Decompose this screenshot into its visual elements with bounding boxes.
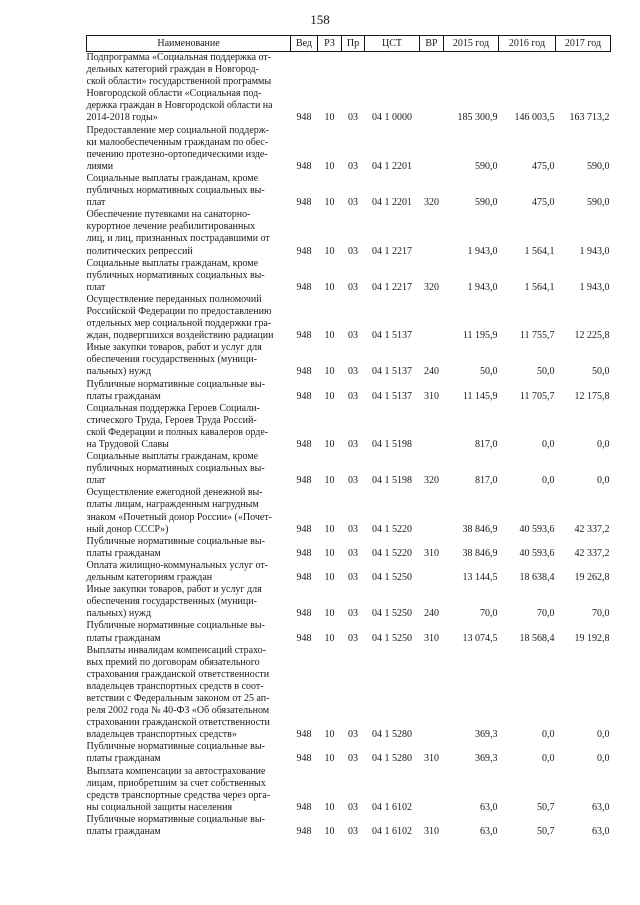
cell-vr: 310 <box>424 753 439 765</box>
cell-ved: 948 <box>296 632 312 644</box>
cell-vr <box>420 209 444 257</box>
header-name: Наименование <box>87 36 291 52</box>
cell-ved: 948 <box>296 112 312 124</box>
cell-2015: 63,0 <box>480 826 498 837</box>
cell-vr <box>420 487 444 535</box>
cell-pr: 03 <box>348 330 358 342</box>
cell-2017: 63,0 <box>592 826 610 837</box>
cell-vr <box>420 294 444 342</box>
cell-name: Осуществление ежегодной денежной вы- платы лицам, награжденным нагрудным знаком «Почетный донор России» («Почет- ный донор СССР») <box>86 487 272 535</box>
cell-cst: 04 1 6102 <box>372 801 412 813</box>
cell-vr <box>420 560 444 584</box>
cell-cst: 04 1 5220 <box>372 523 412 535</box>
cell-2015: 11 195,9 <box>462 330 498 342</box>
cell-pr: 03 <box>348 572 358 584</box>
cell-name: Публичные нормативные социальные вы- платы гражданам <box>86 813 265 837</box>
cell-ved: 948 <box>296 523 312 535</box>
cell-cst: 04 1 6102 <box>372 826 412 837</box>
cell-2017: 50,0 <box>592 366 610 378</box>
cell-2016: 1 564,1 <box>524 245 555 257</box>
table-row <box>87 294 611 342</box>
cell-pr: 03 <box>348 523 358 535</box>
cell-ved: 948 <box>296 281 312 293</box>
cell-rz: 10 <box>324 112 335 124</box>
cell-2017: 42 337,2 <box>574 547 610 559</box>
page-number: 158 <box>310 12 330 27</box>
cell-2016: 0,0 <box>542 729 555 741</box>
cell-cst: 04 1 2217 <box>372 281 412 293</box>
cell-2016: 146 003,5 <box>514 112 555 124</box>
cell-ved: 948 <box>296 801 312 813</box>
cell-2015: 369,3 <box>475 729 498 741</box>
cell-ved: 948 <box>296 197 312 209</box>
cell-2016: 18 568,4 <box>519 632 555 644</box>
cell-2015: 817,0 <box>475 439 498 450</box>
table-row <box>87 451 611 487</box>
cell-2017: 19 192,8 <box>574 632 610 644</box>
cell-2016: 11 705,7 <box>519 390 555 402</box>
cell-rz: 10 <box>324 572 335 584</box>
cell-ved: 948 <box>296 475 312 487</box>
table-row <box>87 814 611 838</box>
cell-pr: 03 <box>348 112 358 124</box>
cell-2016: 475,0 <box>532 197 555 209</box>
cell-vr <box>420 403 444 451</box>
cell-2015: 38 846,9 <box>462 547 498 559</box>
cell-2017: 42 337,2 <box>574 523 610 535</box>
cell-rz: 10 <box>324 197 335 209</box>
cell-2017: 0,0 <box>597 475 610 487</box>
cell-2017: 163 713,2 <box>569 112 610 124</box>
cell-2016: 1 564,1 <box>524 281 555 293</box>
cell-2015: 1 943,0 <box>467 245 498 257</box>
cell-rz: 10 <box>324 281 335 293</box>
cell-pr: 03 <box>348 281 358 293</box>
table-row <box>87 258 611 294</box>
cell-rz: 10 <box>324 826 335 837</box>
cell-name: Обеспечение путевками на санаторно- курортное лечение реабилитированных лиц, и лиц, признанных пострадавшими от политических репрессий <box>86 209 270 257</box>
header-cst: ЦСТ <box>365 36 420 52</box>
cell-ved: 948 <box>296 729 312 741</box>
header-2015: 2015 год <box>444 36 499 52</box>
table-row <box>87 379 611 403</box>
cell-ved: 948 <box>296 572 312 584</box>
table-row <box>87 766 611 814</box>
cell-name: Выплаты инвалидам компенсаций страхо- вых премий по договорам обязательного страхования гражданской ответственности владельцев транспортных средств в соот- ветствии с Федеральным законом от 25 ап- реля 2002 года № 40-ФЗ «Об обязательном страховании гражданской ответственности владельцев транспортных средств» <box>86 644 270 741</box>
cell-name: Предоставление мер социальной поддерж- ки малообеспеченным гражданам по обес- печению протезно-ортопедическими изде- лиями <box>86 124 269 172</box>
header-2017: 2017 год <box>556 36 611 52</box>
cell-vr: 320 <box>424 281 439 293</box>
table-row <box>87 125 611 173</box>
cell-rz: 10 <box>324 366 335 378</box>
cell-cst: 04 1 2201 <box>372 197 412 209</box>
cell-name: Иные закупки товаров, работ и услуг для обеспечения государственных (муници- пальных) нужд <box>86 584 262 620</box>
cell-ved: 948 <box>296 753 312 765</box>
cell-cst: 04 1 5137 <box>372 330 412 342</box>
cell-2016: 475,0 <box>532 160 555 172</box>
cell-cst: 04 1 5250 <box>372 632 412 644</box>
cell-2016: 11 755,7 <box>519 330 555 342</box>
table-row <box>87 209 611 257</box>
cell-pr: 03 <box>348 245 358 257</box>
cell-2017: 590,0 <box>587 160 610 172</box>
cell-2017: 12 175,8 <box>574 390 610 402</box>
cell-2015: 369,3 <box>475 753 498 765</box>
table-row <box>87 645 611 742</box>
cell-2015: 590,0 <box>475 197 498 209</box>
cell-rz: 10 <box>324 475 335 487</box>
cell-2017: 70,0 <box>592 608 610 620</box>
cell-rz: 10 <box>324 390 335 402</box>
cell-vr <box>420 52 444 125</box>
cell-rz: 10 <box>324 245 335 257</box>
cell-name: Социальные выплаты гражданам, кроме публичных нормативных социальных вы- плат <box>86 257 265 293</box>
cell-pr: 03 <box>348 729 358 741</box>
cell-vr <box>420 645 444 742</box>
cell-2016: 40 593,6 <box>519 547 555 559</box>
cell-2015: 13 074,5 <box>462 632 498 644</box>
cell-cst: 04 1 0000 <box>372 112 412 124</box>
cell-vr: 310 <box>424 547 439 559</box>
cell-2017: 0,0 <box>597 439 610 450</box>
cell-pr: 03 <box>348 753 358 765</box>
cell-rz: 10 <box>324 753 335 765</box>
cell-name: Публичные нормативные социальные вы- платы гражданам <box>86 535 265 559</box>
cell-rz: 10 <box>324 330 335 342</box>
cell-2016: 0,0 <box>542 753 555 765</box>
cell-2016: 0,0 <box>542 439 555 450</box>
cell-2016: 50,0 <box>537 366 555 378</box>
cell-2015: 70,0 <box>480 608 498 620</box>
cell-cst: 04 1 5280 <box>372 753 412 765</box>
cell-pr: 03 <box>348 366 358 378</box>
header-vr: ВР <box>420 36 444 52</box>
cell-vr <box>420 125 444 173</box>
cell-ved: 948 <box>296 160 312 172</box>
table-row <box>87 741 611 765</box>
table-row <box>87 173 611 209</box>
cell-2016: 70,0 <box>537 608 555 620</box>
cell-name: Иные закупки товаров, работ и услуг для обеспечения государственных (муници- пальных) нужд <box>86 342 262 378</box>
cell-name: Публичные нормативные социальные вы- платы гражданам <box>86 620 265 644</box>
table-row <box>87 342 611 378</box>
cell-2016: 0,0 <box>542 475 555 487</box>
cell-cst: 04 1 5137 <box>372 390 412 402</box>
cell-2015: 63,0 <box>480 801 498 813</box>
cell-2017: 12 225,8 <box>574 330 610 342</box>
table-row <box>87 487 611 535</box>
cell-cst: 04 1 5250 <box>372 608 412 620</box>
table-row <box>87 620 611 644</box>
cell-2015: 1 943,0 <box>467 281 498 293</box>
cell-pr: 03 <box>348 390 358 402</box>
cell-2016: 18 638,4 <box>519 572 555 584</box>
cell-vr: 320 <box>424 475 439 487</box>
cell-rz: 10 <box>324 608 335 620</box>
cell-pr: 03 <box>348 608 358 620</box>
cell-name: Социальная поддержка Героев Социали- стического Труда, Героев Труда Россий- ской Федерации и полных кавалеров орде- на Трудовой Славы <box>86 402 269 450</box>
cell-2017: 0,0 <box>597 729 610 741</box>
cell-2017: 1 943,0 <box>579 245 610 257</box>
table-header-row <box>87 36 611 52</box>
cell-cst: 04 1 5137 <box>372 366 412 378</box>
cell-2015: 13 144,5 <box>462 572 498 584</box>
cell-2017: 19 262,8 <box>574 572 610 584</box>
cell-rz: 10 <box>324 632 335 644</box>
cell-2015: 590,0 <box>475 160 498 172</box>
header-rz: РЗ <box>318 36 342 52</box>
table-row <box>87 536 611 560</box>
cell-vr: 310 <box>424 632 439 644</box>
cell-cst: 04 1 5198 <box>372 475 412 487</box>
cell-2017: 590,0 <box>587 197 610 209</box>
cell-2016: 40 593,6 <box>519 523 555 535</box>
cell-rz: 10 <box>324 729 335 741</box>
cell-cst: 04 1 5250 <box>372 572 412 584</box>
cell-rz: 10 <box>324 801 335 813</box>
budget-table <box>86 35 611 838</box>
cell-pr: 03 <box>348 197 358 209</box>
cell-rz: 10 <box>324 439 335 450</box>
table-body <box>87 52 611 839</box>
cell-ved: 948 <box>296 608 312 620</box>
cell-vr: 320 <box>424 197 439 209</box>
budget-table-container <box>86 35 610 838</box>
header-pr: Пр <box>342 36 365 52</box>
table-row <box>87 584 611 620</box>
header-ved: Вед <box>291 36 318 52</box>
cell-pr: 03 <box>348 801 358 813</box>
cell-rz: 10 <box>324 523 335 535</box>
cell-name: Публичные нормативные социальные вы- платы гражданам <box>86 741 265 765</box>
cell-vr <box>420 766 444 814</box>
cell-cst: 04 1 5280 <box>372 729 412 741</box>
table-row <box>87 403 611 451</box>
cell-2015: 185 300,9 <box>457 112 498 124</box>
cell-vr: 310 <box>424 826 439 837</box>
cell-name: Подпрограмма «Социальная поддержка от- дельных категорий граждан в Новгород- ской области» государственной программы Новгородской области «Социальная под- держка граждан в Новгородской области на 2014-2018 годы» <box>86 52 273 124</box>
cell-ved: 948 <box>296 439 312 450</box>
cell-rz: 10 <box>324 160 335 172</box>
header-2016: 2016 год <box>499 36 556 52</box>
cell-pr: 03 <box>348 439 358 450</box>
cell-2015: 38 846,9 <box>462 523 498 535</box>
cell-name: Выплата компенсации за автострахование лицам, приобретшим за счет собственных средств транспортные средства через орга- ны социальной защиты населения <box>86 765 271 813</box>
cell-pr: 03 <box>348 547 358 559</box>
cell-rz: 10 <box>324 547 335 559</box>
cell-2016: 50,7 <box>537 826 555 837</box>
cell-pr: 03 <box>348 632 358 644</box>
cell-name: Оплата жилищно-коммунальных услуг от- дельным категориям граждан <box>86 559 269 584</box>
cell-name: Публичные нормативные социальные вы- платы гражданам <box>86 378 265 402</box>
cell-2015: 50,0 <box>480 366 498 378</box>
cell-cst: 04 1 2201 <box>372 160 412 172</box>
cell-cst: 04 1 5220 <box>372 547 412 559</box>
cell-pr: 03 <box>348 826 358 837</box>
cell-2017: 1 943,0 <box>579 281 610 293</box>
cell-ved: 948 <box>296 547 312 559</box>
cell-2015: 817,0 <box>475 475 498 487</box>
cell-ved: 948 <box>296 366 312 378</box>
cell-name: Социальные выплаты гражданам, кроме публичных нормативных социальных вы- плат <box>86 172 265 209</box>
cell-ved: 948 <box>296 390 312 402</box>
cell-2017: 63,0 <box>592 801 610 813</box>
table-row <box>87 560 611 584</box>
cell-2015: 11 145,9 <box>462 390 498 402</box>
cell-ved: 948 <box>296 245 312 257</box>
cell-name: Осуществление переданных полномочий Российской Федерации по предоставлению отдельных мер социальной поддержки гра- ждан, подвергшихся воздействию радиации <box>86 293 274 342</box>
table-row <box>87 52 611 125</box>
cell-cst: 04 1 2217 <box>372 245 412 257</box>
cell-vr: 240 <box>424 608 439 620</box>
cell-pr: 03 <box>348 160 358 172</box>
cell-ved: 948 <box>296 826 312 837</box>
cell-ved: 948 <box>296 330 312 342</box>
cell-vr: 240 <box>424 366 439 378</box>
cell-pr: 03 <box>348 475 358 487</box>
cell-name: Социальные выплаты гражданам, кроме публичных нормативных социальных вы- плат <box>86 451 265 487</box>
cell-2016: 50,7 <box>537 801 555 813</box>
cell-2017: 0,0 <box>597 753 610 765</box>
cell-cst: 04 1 5198 <box>372 439 412 450</box>
cell-vr: 310 <box>424 390 439 402</box>
